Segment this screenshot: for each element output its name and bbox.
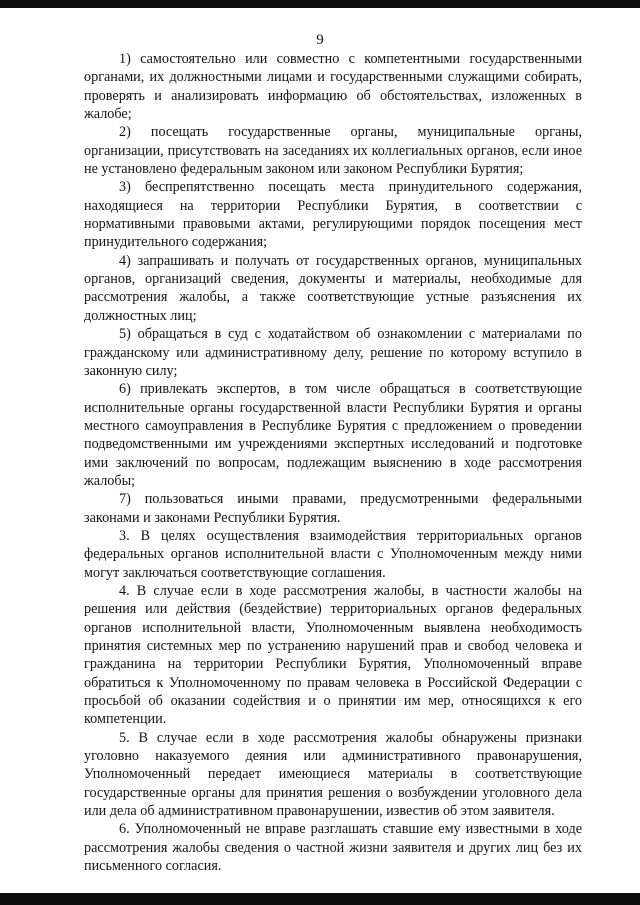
document-body: [84, 50, 582, 875]
scan-bottom-border: [0, 893, 640, 905]
paragraph-item-4: 4) запрашивать и получать от государственных органов, муниципальных органов, организаций сведения, документы и материалы, необходимые для рассмотрения жалобы, а также соответствующие устные разъяснения их должностных лиц;: [84, 252, 582, 324]
paragraph-item-6: 6) привлекать экспертов, в том числе обращаться в соответствующие исполнительные органы государственной власти Республики Бурятия и органы местного самоуправления в Республике Бурятия с предложением о проведении подведомственными им учреждениями экспертных исследований и подготовке ими заключений по вопросам, подлежащим выяснению в ходе рассмотрения жалобы;: [84, 381, 582, 489]
paragraph-section-6: 6. Уполномоченный не вправе разглашать ставшие ему известными в ходе рассмотрения жалобы сведения о частной жизни заявителя и других лиц без их письменного согласия.: [84, 821, 582, 875]
paragraph-section-4: 4. В случае если в ходе рассмотрения жалобы, в частности жалобы на решения или действия (бездействие) территориальных органов федеральных органов исполнительной власти, Уполномоченным выявлена необходимость принятия системных мер по устранению нарушений прав и свобод человека и гражданина на территории Республики Бурятия, Уполномоченный вправе обратиться к Уполномоченному по правам человека в Российской Федерации с просьбой об оказании содействия и о принятии им мер, относящихся к его компетенции.: [84, 582, 582, 728]
paragraph-item-7: 7) пользоваться иными правами, предусмотренными федеральными законами и законами Республики Бурятия.: [84, 491, 582, 526]
paragraph-item-3: 3) беспрепятственно посещать места принудительного содержания, находящиеся на территории Республики Бурятия, в соответствии с нормативными правовыми актами, регулирующими порядок посещения мест принудительного содержания;: [84, 179, 582, 251]
paragraph-section-5: 5. В случае если в ходе рассмотрения жалобы обнаружены признаки уголовно наказуемого деяния или административного правонарушения, Уполномоченный передает имеющиеся материалы в соответствующие государственные органы для принятия решения о возбуждении уголовного дела или дела об административном правонарушении, известив об этом заявителя.: [84, 729, 582, 820]
paragraph-item-1: 1) самостоятельно или совместно с компетентными государственными органами, их должностными лицами и государственными служащими собирать, проверять и анализировать информацию об обстоятельствах, изложенных в жалобе;: [84, 51, 582, 123]
paragraph-item-2: 2) посещать государственные органы, муниципальные органы, организации, присутствовать на заседаниях их коллегиальных органов, если иное не установлено федеральным законом или законом Республики Бурятия;: [84, 124, 582, 178]
page-number: 9: [316, 32, 324, 48]
paragraph-section-3: 3. В целях осуществления взаимодействия территориальных органов федеральных органов исполнительной власти с Уполномоченным между ними могут заключаться соответствующие соглашения.: [84, 527, 582, 581]
scan-top-border: [0, 0, 640, 8]
paragraph-item-5: 5) обращаться в суд с ходатайством об ознакомлении с материалами по гражданскому или административному делу, решение по которому вступило в законную силу;: [84, 326, 582, 379]
